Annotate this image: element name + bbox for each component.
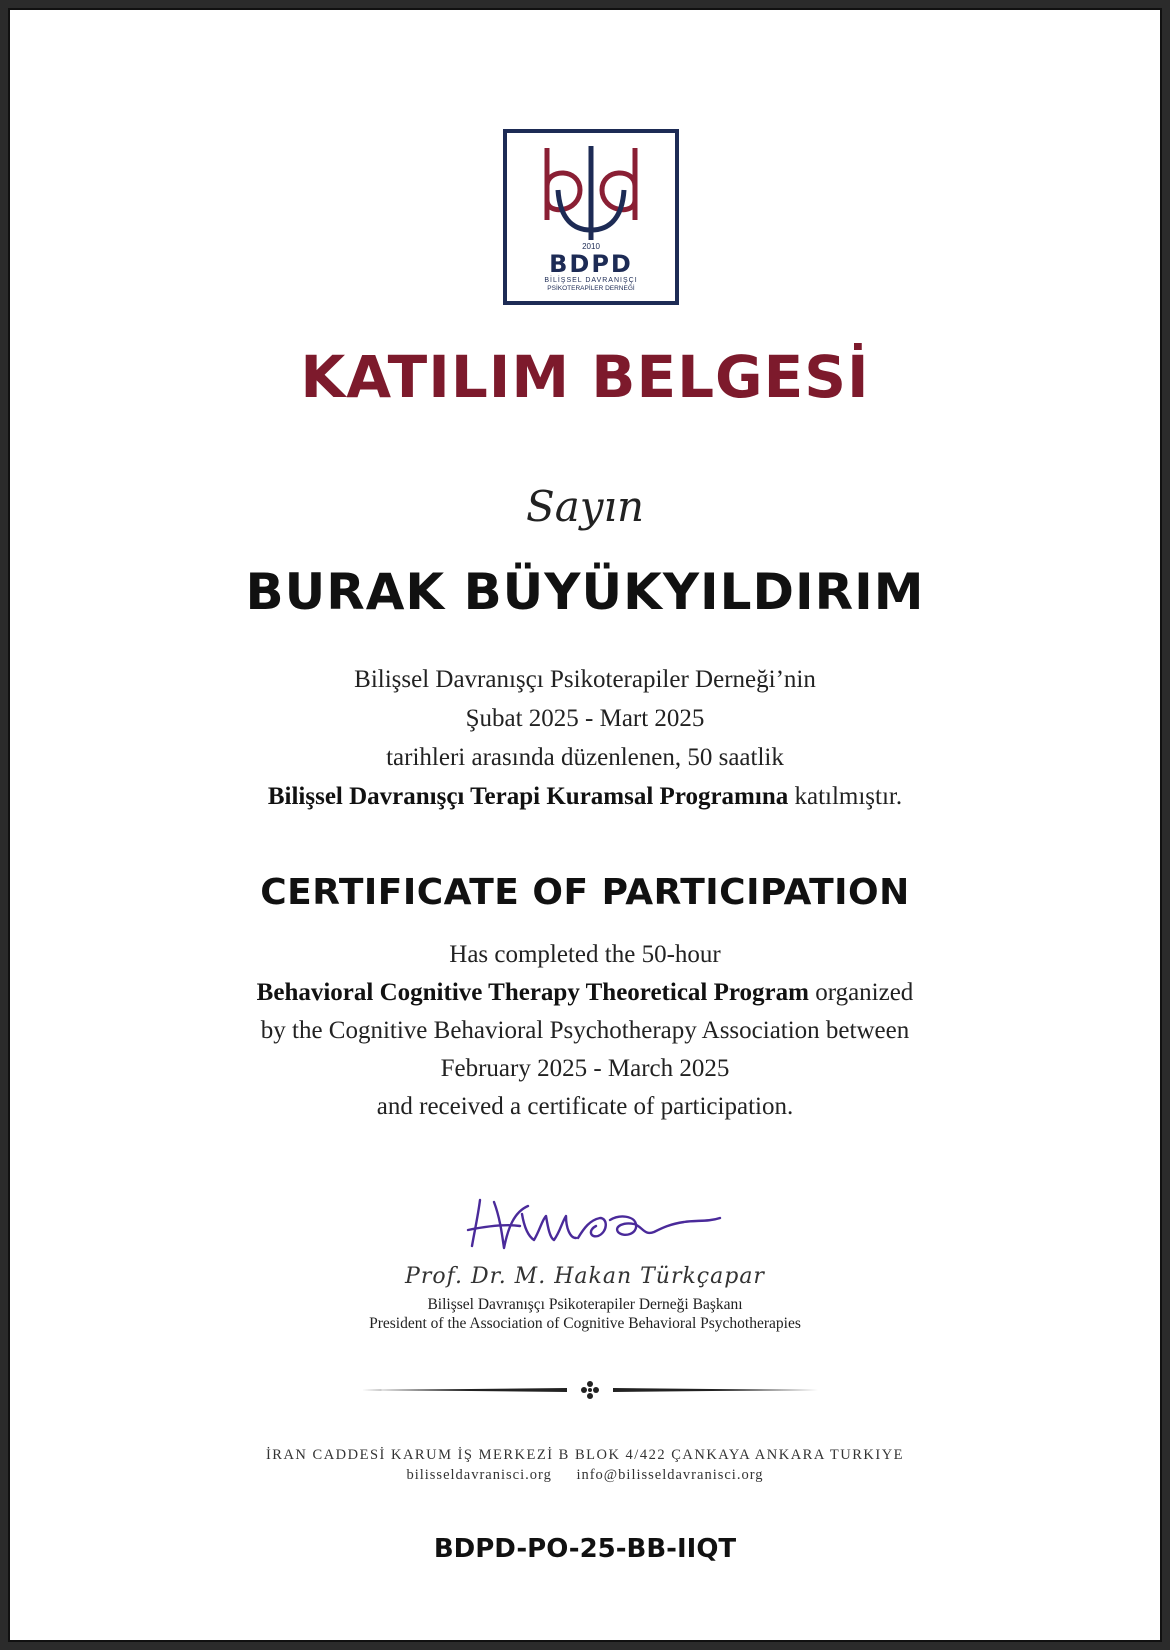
footer-email[interactable]: info@bilisseldavranisci.org [576,1467,764,1483]
certificate-text-en [10,936,1160,1126]
tr-line-4 [10,777,1160,816]
certificate-page [8,8,1162,1642]
en-line-5: and received a certificate of participation. [376,1093,794,1120]
bdpd-logo [502,128,680,306]
logo-line2: PSİKOTERAPİLER DERNEĞİ [547,285,635,292]
footer-website[interactable]: bilisseldavranisci.org [406,1467,552,1483]
certificate-title-en: CERTIFICATE OF PARTICIPATION [260,872,910,913]
ornamental-divider [362,1378,818,1402]
certificate-code: BDPD-PO-25-BB-IIQT [433,1534,737,1564]
footer-address: İRAN CADDESİ KARUM İŞ MERKEZİ B BLOK 4/422 ÇANKAYA ANKARA TURKIYE [265,1447,905,1463]
logo-line1: BİLİŞSEL DAVRANIŞÇI [544,277,638,284]
recipient-name: BURAK BÜYÜKYILDIRIM [245,563,925,621]
tr-line-4-suffix: katılmıştır. [794,783,903,810]
signer-name: Prof. Dr. M. Hakan Türkçapar [405,1264,765,1289]
tr-line-1: Bilişsel Davranışçı Psikoterapiler Derneği’nin [354,666,816,693]
tr-line-3: tarihleri arasında düzenlenen, 50 saatlik [386,744,784,771]
signer-role [10,1295,1160,1333]
tr-line-2: Şubat 2025 - Mart 2025 [465,705,705,732]
tr-program-name: Bilişsel Davranışçı Terapi Kuramsal Programına [267,783,789,810]
logo-acronym: BDPD [549,250,633,278]
en-line-3: by the Cognitive Behavioral Psychotherapy Association between [260,1017,910,1044]
logo-year: 2010 [582,242,600,251]
en-line-1: Has completed the 50-hour [449,941,721,968]
en-line-2 [10,974,1160,1012]
certificate-title-tr: KATILIM BELGESİ [300,343,870,411]
signer-role-tr: Bilişsel Davranışçı Psikoterapiler Derneği Başkanı [427,1296,743,1313]
en-program-name: Behavioral Cognitive Therapy Theoretical Program [256,979,809,1006]
en-line-4: February 2025 - March 2025 [440,1055,730,1082]
en-line-2-suffix: organized [815,979,914,1006]
certificate-text-tr [10,660,1160,816]
signer-role-en: President of the Association of Cognitive Behavioral Psychotherapies [369,1315,801,1332]
handwritten-signature [458,1188,738,1258]
salutation: Sayın [525,482,645,531]
footer-contacts [10,1467,1160,1484]
